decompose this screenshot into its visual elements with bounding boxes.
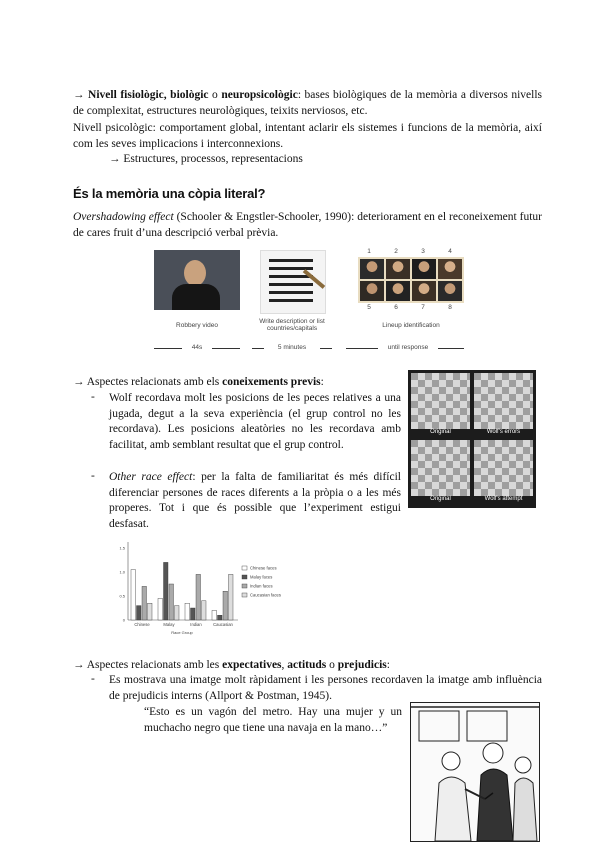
term-neuropsychological: neuropsicològic <box>221 89 298 101</box>
bullet-mark: - <box>91 673 95 685</box>
timeline-until-response: until response <box>378 344 438 351</box>
timeline-44s: 44s <box>182 344 212 351</box>
x-tick-label: Caucasian <box>213 622 233 627</box>
bar <box>131 570 136 620</box>
lineup-face <box>438 281 462 301</box>
x-tick-label: Chinese <box>134 622 150 627</box>
lineup-number: 3 <box>421 248 425 255</box>
legend-label: Indian faces <box>250 583 273 589</box>
legend-swatch <box>242 566 247 570</box>
lineup-number: 4 <box>448 248 452 255</box>
bar <box>218 615 223 620</box>
bar <box>185 603 190 620</box>
legend-swatch <box>242 584 247 588</box>
bar <box>169 584 174 620</box>
chess-caption: Wolf's attempt <box>484 496 523 502</box>
legend-swatch <box>242 575 247 579</box>
person-body <box>477 769 513 841</box>
timeline-5-minutes: 5 minutes <box>264 344 320 351</box>
term-physiological: Nivell fisiològic, biològic <box>88 89 209 101</box>
caption-lineup: Lineup identification <box>382 322 440 329</box>
term-attitudes: actituds <box>287 659 327 671</box>
lineup-number: 1 <box>367 248 371 255</box>
bar <box>148 603 153 620</box>
lineup-number: 8 <box>448 304 452 311</box>
chess-board <box>411 373 470 429</box>
term-other-race-effect: Other race effect <box>109 471 193 483</box>
section-expectations: → Aspectes relacionats amb les expectatives, actituds o prejudicis: <box>73 659 390 671</box>
legend-label: Malay faces <box>250 574 273 580</box>
lineup-number: 2 <box>394 248 398 255</box>
section-prior-knowledge: → Aspectes relacionats amb els coneixements previs: <box>73 376 324 388</box>
person-head <box>515 757 531 773</box>
write-description-image <box>260 250 326 314</box>
bar <box>229 574 234 620</box>
section-heading: És la memòria una còpia literal? <box>73 186 266 201</box>
legend-swatch <box>242 593 247 597</box>
lineup-number: 6 <box>394 304 398 311</box>
paragraph-psychological: Nivell psicològic: comportament global, intentant aclarir els sistemes i funcions de la memòria, així com les seves implicacions i interconnexions. <box>73 122 542 150</box>
x-tick-label: Malay <box>163 622 175 627</box>
term-prejudices: prejudicis <box>337 659 387 671</box>
bar <box>142 586 147 620</box>
bullet-allport: Es mostrava una imatge molt ràpidament i les persones recordaven la imatge amb influència de prejudicis interns (Allport & Postman, 1945). <box>109 674 542 702</box>
caption-robbery-video: Robbery video <box>176 322 218 329</box>
paragraph-structures: → Estructures, processos, representacions <box>109 153 303 165</box>
y-tick-label: 0 <box>122 617 125 623</box>
y-tick-label: 0.5 <box>119 593 125 599</box>
bar <box>137 606 142 620</box>
bar <box>196 574 201 620</box>
term-overshadowing: Overshadowing effect <box>73 211 174 223</box>
bar-chart <box>112 536 288 636</box>
bar <box>191 608 196 620</box>
bullet-mark: - <box>91 391 95 403</box>
bar <box>175 606 180 620</box>
bullet-mark: - <box>91 470 95 482</box>
chess-caption: Wolf's errors <box>486 429 521 435</box>
window <box>467 711 507 741</box>
bullet-other-race: Other race effect: per la falta de familiaritat és més difícil diferenciar persones de races diferents a la pròpia o a les més properes. Tot i que és possible que l’experiment estigui desfasat. <box>109 471 401 530</box>
legend-label: Caucasian faces <box>250 592 281 598</box>
lineup-number: 5 <box>367 304 371 311</box>
subway-sketch <box>411 703 539 841</box>
term-prior-knowledge: coneixements previs <box>222 376 321 388</box>
chess-board <box>474 373 533 429</box>
person-body <box>435 777 471 841</box>
lineup-face <box>360 281 384 301</box>
window <box>419 711 459 741</box>
term-expectations: expectatives <box>222 659 282 671</box>
x-tick-label: Indian <box>190 622 202 627</box>
quote-subway: “Esto es un vagón del metro. Hay una mujer y un muchacho negro que tiene una navaja en la mano…” <box>144 706 402 734</box>
bar <box>212 610 217 620</box>
y-tick-label: 1.5 <box>119 545 125 551</box>
figure-overshadowing <box>152 248 468 360</box>
lineup-face <box>386 259 410 279</box>
lineup-face <box>386 281 410 301</box>
bar <box>223 591 228 620</box>
bullet-wolf: Wolf recordava molt les posicions de les peces relatives a una jugada, degut a la seva experiència (el grup control no les recordava). Les posicions aleatòries no les recordava amb facilitat, amb semblant resultat que el grup control. <box>109 392 401 451</box>
person-head <box>483 743 503 763</box>
x-axis-label: Race Group <box>171 630 193 635</box>
person-head <box>442 752 460 770</box>
person-body <box>513 778 537 841</box>
video-person <box>184 260 206 286</box>
lineup-number: 7 <box>421 304 425 311</box>
lineup-face <box>360 259 384 279</box>
chess-caption: Original <box>430 496 451 502</box>
lineup-face <box>438 259 462 279</box>
video-person-body <box>172 284 220 310</box>
figure-other-race-chart <box>112 536 288 636</box>
chess-caption: Original <box>430 429 451 435</box>
figure-chess-boards <box>408 370 536 508</box>
lineup-image <box>356 248 466 312</box>
chess-board <box>474 440 533 496</box>
paragraph-physiological: → Nivell fisiològic, biològic o neuropsicològic: bases biològiques de la memòria a diversos nivells de complexitat, estructures neurològiques, teixits nerviosos, etc. <box>73 89 542 117</box>
lineup-photo-grid <box>358 257 464 303</box>
y-tick-label: 1.0 <box>119 569 125 575</box>
bar <box>202 601 207 620</box>
figure-subway-illustration <box>410 702 540 842</box>
chess-board <box>411 440 470 496</box>
bar <box>158 598 163 620</box>
caption-write-description: Write description or list countries/capitals <box>259 318 325 332</box>
bar <box>164 562 169 620</box>
robbery-video-image <box>154 250 240 310</box>
arrow: → <box>73 89 85 101</box>
lineup-face <box>412 259 436 279</box>
lineup-face <box>412 281 436 301</box>
legend-label: Chinese faces <box>250 565 277 571</box>
paragraph-overshadowing: Overshadowing effect (Schooler & Engstler-Schooler, 1990): deteriorament en el reconeixement futur de cares fruit d’una descripció verbal prèvia. <box>73 211 542 239</box>
